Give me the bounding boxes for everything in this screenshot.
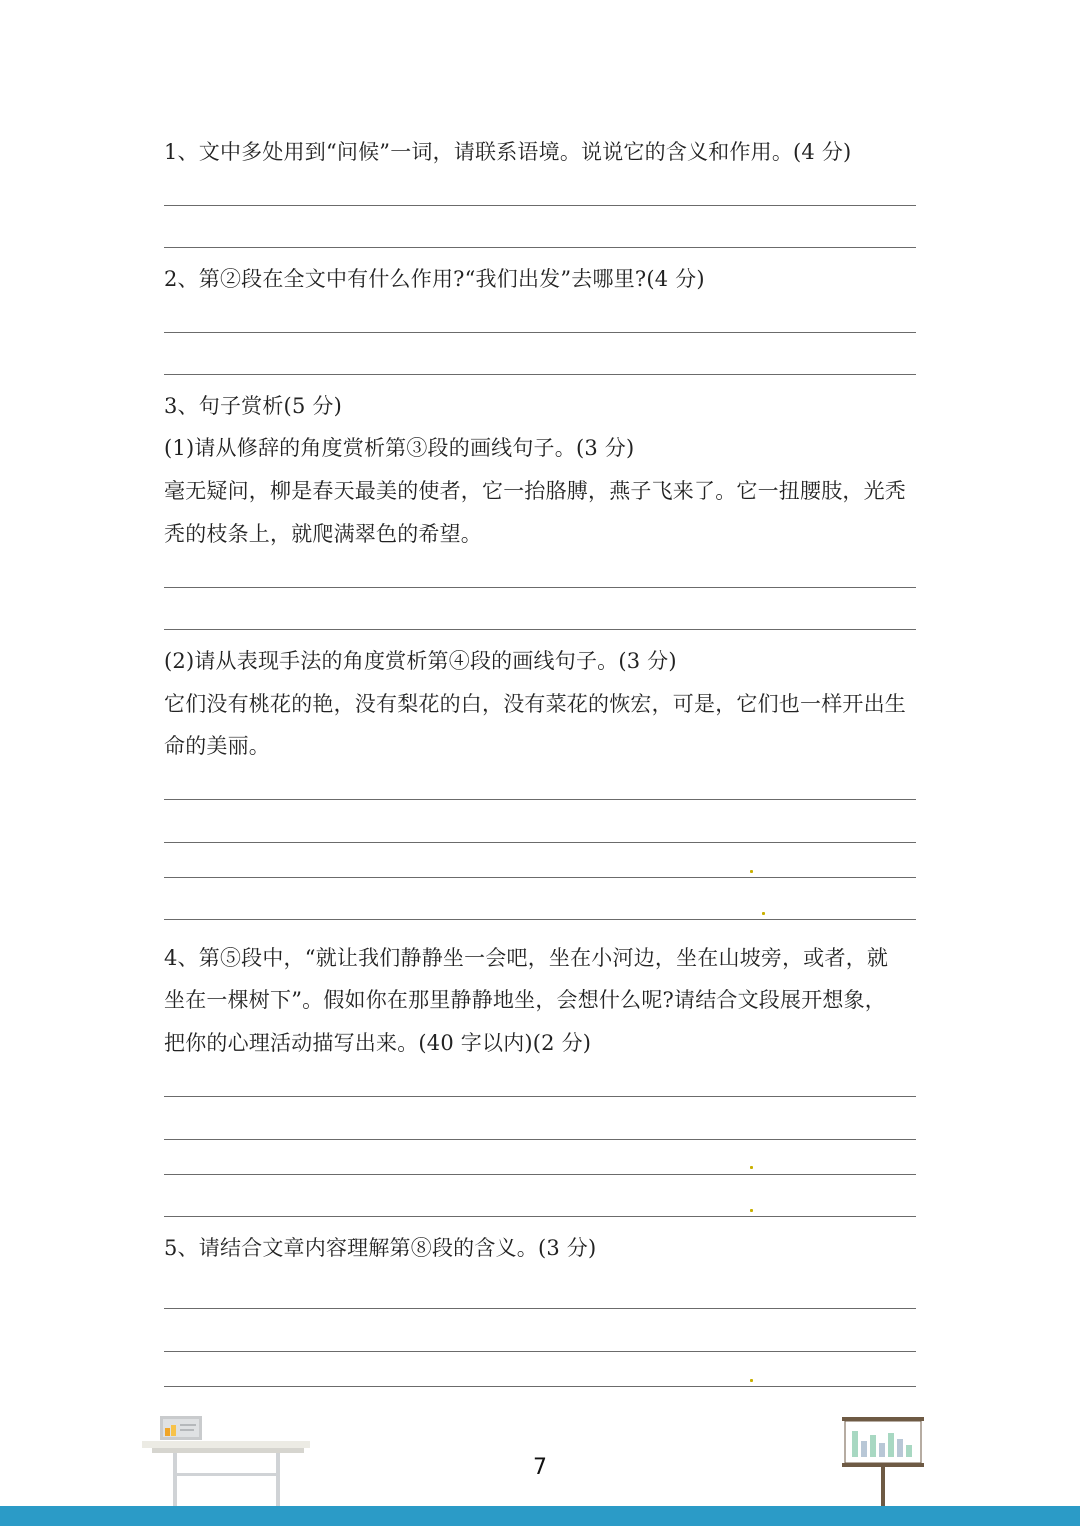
question-5: 5、请结合文章内容理解第⑧段的含义。(3 分) (164, 1236, 597, 1260)
question-3-2-quote-line-2: 命的美丽。 (164, 734, 270, 758)
page-number: 7 (533, 1455, 547, 1480)
answer-line[interactable] (164, 919, 916, 920)
decorative-mark (750, 1166, 753, 1169)
question-1: 1、文中多处用到“问候”一词，请联系语境。说说它的含义和作用。(4 分) (164, 140, 852, 164)
question-3-1-prompt: (1)请从修辞的角度赏析第③段的画线句子。(3 分) (164, 436, 635, 460)
answer-line[interactable] (164, 842, 916, 843)
answer-line[interactable] (164, 247, 916, 248)
answer-line[interactable] (164, 1308, 916, 1309)
answer-line[interactable] (164, 332, 916, 333)
answer-line[interactable] (164, 1096, 916, 1097)
answer-line[interactable] (164, 1216, 916, 1217)
decorative-mark (750, 1379, 753, 1382)
answer-line[interactable] (164, 1139, 916, 1140)
question-3-1-quote-line-2: 秃的枝条上，就爬满翠色的希望。 (164, 522, 482, 546)
answer-line[interactable] (164, 374, 916, 375)
question-4-line-3: 把你的心理活动描写出来。(40 字以内)(2 分) (164, 1031, 592, 1055)
answer-line[interactable] (164, 1351, 916, 1352)
question-3-2-prompt: (2)请从表现手法的角度赏析第④段的画线句子。(3 分) (164, 649, 677, 673)
answer-line[interactable] (164, 1174, 916, 1175)
answer-line[interactable] (164, 799, 916, 800)
answer-line[interactable] (164, 629, 916, 630)
answer-line[interactable] (164, 1386, 916, 1387)
question-4-line-2: 坐在一棵树下”。假如你在那里静静地坐，会想什么呢?请结合文段展开想象， (164, 988, 886, 1012)
decorative-mark (750, 870, 753, 873)
question-4-line-1: 4、第⑤段中，“就让我们静静坐一会吧，坐在小河边，坐在山坡旁，或者，就 (164, 946, 889, 970)
answer-line[interactable] (164, 587, 916, 588)
question-3-1-quote-line-1: 毫无疑问，柳是春天最美的使者，它一抬胳膊，燕子飞来了。它一扭腰肢，光秃 (164, 479, 906, 503)
answer-line[interactable] (164, 877, 916, 878)
question-3-heading: 3、句子赏析(5 分) (164, 394, 342, 418)
question-2: 2、第②段在全文中有什么作用?“我们出发”去哪里?(4 分) (164, 267, 705, 291)
decorative-mark (750, 1209, 753, 1212)
question-3-2-quote-line-1: 它们没有桃花的艳，没有梨花的白，没有菜花的恢宏，可是，它们也一样开出生 (164, 692, 906, 716)
decorative-mark (762, 912, 765, 915)
footer-bar (0, 1506, 1080, 1526)
answer-line[interactable] (164, 205, 916, 206)
